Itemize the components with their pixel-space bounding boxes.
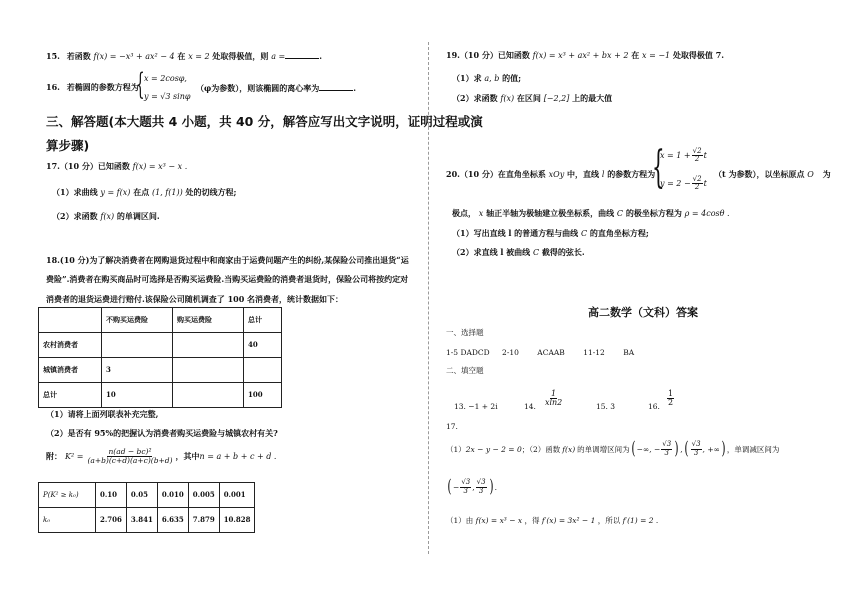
- table-cell: 0.10: [96, 483, 127, 508]
- q15-pre: 若函数: [66, 51, 91, 61]
- contingency-table: [38, 307, 282, 408]
- q20-origin: O: [807, 170, 814, 179]
- frac-den: 2: [694, 155, 700, 164]
- table-cell: [173, 383, 244, 408]
- chi-square-formula: [46, 448, 276, 465]
- formula-lhs: K² =: [65, 451, 84, 461]
- q17-p1-mid: 在点: [133, 187, 150, 197]
- q20-eq2-pre: y = 2 −: [660, 179, 691, 189]
- q20-note2: 为: [822, 169, 831, 179]
- formula-fraction: [87, 448, 172, 465]
- q15-func: f(x) = −x³ + ax² − 4: [93, 52, 175, 61]
- q17-p2-pre: （2）求函数: [52, 211, 98, 221]
- q18-part1: （1）请将上面列联表补充完整,: [46, 409, 159, 419]
- frac-den: 2: [667, 398, 674, 407]
- section-heading: 三、解答题(本大题共 4 小题，共 40 分，解答应写出文字说明，证明过程或演: [46, 114, 483, 129]
- q20-line2: [452, 209, 730, 219]
- q20-eq2: [660, 176, 707, 192]
- choice-group: ACAAB: [537, 348, 565, 357]
- table-row: [39, 383, 282, 408]
- fill-14-num: 14.: [524, 402, 536, 411]
- q20-part1: [452, 229, 649, 239]
- q17-p1-point: (1, f(1)): [152, 188, 183, 197]
- sqrt2-over-2: [692, 148, 703, 164]
- answer-blank: [319, 83, 353, 91]
- answer-17-line1: （1） 2x − y − 2 = 0 ；（2）函数 f(x) 的单调增区间为 ( −∞, − $\frac{√3}{3}$ ) , ( $\frac{√3}{3}$ , +∞ ) ，单调减区间为: [446, 438, 780, 459]
- critical-value-table: [38, 482, 255, 533]
- choice-group: 11-12: [583, 348, 605, 357]
- answer-17-label: 17.: [446, 422, 458, 431]
- table-cell: 购买运费险: [173, 308, 244, 333]
- q20-mid2: 的参数方程为: [607, 169, 656, 179]
- frac-num: √3: [476, 478, 486, 487]
- q19-head: 19.（10 分）已知函数: [446, 50, 530, 60]
- q19-part1: [452, 74, 521, 84]
- q16-note-text: （φ为参数），则该椭圆的离心率为: [196, 83, 320, 93]
- table-cell: 10: [102, 383, 173, 408]
- q20-note-text: （t 为参数），以坐标原点: [714, 169, 805, 179]
- q15-var: a =: [271, 52, 286, 61]
- q20-C: C: [616, 209, 624, 218]
- q20-note: [714, 170, 831, 180]
- frac-num: √3: [461, 478, 471, 487]
- question-19: [446, 51, 724, 61]
- q19-cond: x = −1: [642, 51, 671, 60]
- proof-f: f(x) = x³ − x: [475, 516, 523, 525]
- formula-where: ，其中: [175, 450, 200, 461]
- table-cell: 0.010: [157, 483, 188, 508]
- frac-num: 1: [551, 388, 557, 398]
- formula-denominator: (a+b)(c+d)(a+c)(b+d): [87, 455, 173, 465]
- fill-15: 15. 3: [596, 402, 616, 411]
- proof-mid: ，得: [524, 516, 540, 525]
- table-row: [39, 358, 282, 383]
- q17-p2-func: f(x): [100, 212, 115, 221]
- q20-p1-post: 的直角坐标方程;: [589, 228, 649, 238]
- table-cell: 7.879: [188, 508, 219, 533]
- q20-p2-text: （2）求直线 l 被曲线: [452, 247, 531, 257]
- frac-den: 3: [463, 486, 469, 495]
- q19-p2-post: 上的最大值: [572, 93, 613, 103]
- table-cell: [102, 333, 173, 358]
- q20-p1-C: C: [580, 229, 588, 238]
- fill-16: [648, 386, 675, 411]
- q18-part2: （2）是否有 95%的把握认为消费者购买运费险与城镇农村有关?: [46, 428, 278, 438]
- q20-part2: [452, 248, 585, 258]
- choice-group: 2-10: [502, 348, 519, 357]
- table-row: [39, 483, 255, 508]
- a1-dec: ，单调减区间为: [726, 444, 780, 454]
- frac-den: 3: [664, 448, 669, 457]
- answer-blank: [285, 51, 319, 59]
- table-cell: 100: [244, 383, 282, 408]
- sqrt3-over-3: [476, 479, 487, 495]
- table-cell: k₀: [39, 508, 96, 533]
- q19-p2-interval: [−2,2]: [543, 94, 570, 103]
- a1-f: f(x): [562, 444, 576, 454]
- q19-p2-pre: （2）求函数: [452, 93, 498, 103]
- q20-line2-pre: 极点，: [452, 208, 476, 218]
- proof-result: f′(1) = 2 .: [622, 516, 659, 525]
- sqrt3-over-3: [661, 441, 672, 457]
- q20-mid: 中，直线: [567, 169, 600, 179]
- q17-p1-curve: y = f(x): [100, 188, 131, 197]
- q15-cond: x = 2: [188, 52, 210, 61]
- q17-part1: [52, 188, 236, 198]
- table-cell: 总计: [39, 383, 102, 408]
- q17-func: f(x) = x³ − x .: [132, 162, 188, 171]
- q18-line1: 18.(10 分)为了解决消费者在网购退货过程中和商家由于运费问题产生的纠纷,某保险公司推出退货“运: [46, 255, 409, 265]
- frac-num: √2: [692, 147, 702, 155]
- q16-eq1: x = 2cosφ,: [144, 74, 187, 83]
- q20-p2-C: C: [532, 248, 540, 257]
- table-cell: [39, 308, 102, 333]
- q19-part2: [452, 94, 612, 104]
- q15-mid: 在: [177, 51, 186, 61]
- table-cell: 农村消费者: [39, 333, 102, 358]
- frac-den: 2: [694, 183, 700, 192]
- answer-section-1: 一、选择题: [446, 328, 484, 337]
- close-paren: ): [721, 438, 726, 459]
- q17-p1-post: 处的切线方程;: [185, 187, 237, 197]
- open-paren: (: [631, 438, 636, 459]
- proof-mid2: ，所以: [597, 516, 621, 525]
- table-cell: 3: [102, 358, 173, 383]
- section-heading-cont: 算步骤): [46, 138, 90, 153]
- q20-eq1-t: t: [703, 151, 707, 161]
- question-17: [46, 162, 187, 172]
- q18-line2: 费险”.消费者在购买商品时可选择是否购买运费险.当购买运费险的消费者退货时，保险公司将按约定对: [46, 274, 409, 284]
- q20-p1-text: （1）写出直线 l 的普通方程与曲线: [452, 228, 579, 238]
- table-cell: 0.05: [126, 483, 157, 508]
- table-cell: 40: [244, 333, 282, 358]
- q20-p2-post: 截得的弦长.: [541, 247, 585, 257]
- q17-p1-pre: （1）求曲线: [52, 187, 98, 197]
- q15-end: .: [319, 51, 322, 61]
- frac-den: xln2: [544, 398, 563, 407]
- q19-p2-mid: 在区间: [516, 93, 541, 103]
- fill-13: 13. −1 + 2i: [454, 402, 498, 411]
- table-header-row: [39, 308, 282, 333]
- table-row: [39, 508, 255, 533]
- column-divider: [428, 42, 429, 554]
- table-cell: [173, 333, 244, 358]
- table-row: [39, 333, 282, 358]
- q15-post: 处取得极值，则: [212, 51, 269, 61]
- table-cell: 城镇消费者: [39, 358, 102, 383]
- q16-eq2: y = √3 sinφ: [144, 92, 191, 101]
- frac-num: √3: [691, 440, 701, 449]
- answer-section-2: 二、填空题: [446, 366, 484, 375]
- formula-prefix: 附：: [46, 450, 62, 461]
- fill-14-frac: [545, 390, 562, 408]
- formula-numerator: n(ad − bc)²: [108, 447, 152, 456]
- table-cell: 不购买运费险: [102, 308, 173, 333]
- q20-polar-eq: ρ = 4cosθ .: [684, 209, 730, 218]
- frac-den: 3: [693, 448, 699, 457]
- answer-title: 高二数学（文科）答案: [588, 306, 698, 319]
- q17-part2: [52, 212, 160, 222]
- sqrt2-over-2: [692, 176, 703, 192]
- interval1-left: −∞, −: [636, 444, 661, 454]
- open-paren: (: [447, 476, 452, 497]
- q17-head: 17.（10 分）已知函数: [46, 161, 130, 171]
- table-cell: 总计: [244, 308, 282, 333]
- table-cell: 3.841: [126, 508, 157, 533]
- q20-sys: xOy: [548, 170, 565, 179]
- interval-sep: ,: [472, 482, 475, 492]
- frac-num: 1: [667, 388, 674, 398]
- q15-number: 15.: [46, 51, 60, 61]
- q19-post: 处取得极值 7.: [672, 50, 725, 60]
- formula-n: n = a + b + c + d .: [199, 451, 277, 461]
- q19-func: f(x) = x³ + ax² + bx + 2: [532, 51, 629, 60]
- a1-pre: （1）: [446, 444, 466, 454]
- proof-pre: （1）由: [446, 516, 474, 525]
- q17-p2-post: 的单调区间.: [116, 211, 160, 221]
- close-paren: ): [488, 476, 494, 497]
- question-20: [446, 170, 655, 180]
- fill-16-frac: [667, 390, 674, 408]
- q19-p2-func: f(x): [500, 94, 515, 103]
- choice-group: BA: [623, 348, 635, 357]
- frac-num: √2: [692, 175, 702, 183]
- q20-x: x: [478, 209, 484, 218]
- a1-eq: 2x − y − 2 = 0: [465, 444, 522, 454]
- a1-inc: 的单调增区间为: [577, 444, 630, 454]
- fill-14: [524, 386, 563, 411]
- choice-group: 1-5 DADCD: [446, 348, 490, 357]
- table-cell: 2.706: [96, 508, 127, 533]
- open-paren: (: [684, 438, 689, 459]
- q19-mid: 在: [631, 50, 640, 60]
- left-brace: {: [652, 142, 665, 193]
- proof-fprime: f′(x) = 3x² − 1: [541, 516, 596, 525]
- sqrt3-over-3: [460, 479, 471, 495]
- q20-line2-mid: 轴正半轴为极轴建立极坐标系，曲线: [486, 208, 615, 218]
- a1-mid: ；（2）函数: [521, 444, 561, 454]
- table-cell: P(K² ≥ k₀): [39, 483, 96, 508]
- table-cell: 6.635: [157, 508, 188, 533]
- choice-answers: [446, 348, 634, 357]
- q20-eq1: [660, 148, 707, 164]
- q20-eq2-t: t: [703, 179, 707, 189]
- q19-p1-pre: （1）求: [452, 73, 482, 83]
- fill-16-num: 16.: [648, 402, 660, 411]
- left-brace: {: [136, 67, 145, 102]
- question-16: [46, 83, 139, 93]
- q20-line: l: [601, 170, 605, 179]
- interval2-right: , +∞: [702, 444, 720, 454]
- answer-17-line2: ( − $\frac{√3}{3}$ , $\frac{√3}{3}$ ) .: [447, 476, 497, 497]
- q20-eq1-pre: x = 1 +: [660, 151, 691, 161]
- table-cell: [173, 358, 244, 383]
- table-cell: 0.001: [219, 483, 255, 508]
- table-cell: 0.005: [188, 483, 219, 508]
- q19-p1-vars: a, b: [484, 74, 500, 83]
- frac-den: 3: [478, 486, 484, 495]
- q20-head: 20.（10 分）在直角坐标系: [446, 169, 546, 179]
- q19-p1-post: 的值;: [502, 73, 522, 83]
- q16-number: 16.: [46, 82, 60, 92]
- sqrt3-over-3: [691, 441, 702, 457]
- question-15: [46, 51, 322, 62]
- frac-num: √3: [662, 440, 672, 449]
- close-paren: ): [674, 438, 679, 459]
- q16-pre: 若椭圆的参数方程为: [66, 82, 139, 92]
- q16-note: [196, 83, 356, 94]
- table-cell: 10.828: [219, 508, 255, 533]
- q20-line2-post: 的极坐标方程为: [625, 208, 682, 218]
- q16-end: .: [353, 83, 357, 93]
- q18-line3: 消费者的退货运费进行赔付.该保险公司随机调查了 100 名消费者，统计数据如下：: [46, 294, 344, 304]
- table-cell: [244, 358, 282, 383]
- answer-17-proof: [446, 516, 658, 525]
